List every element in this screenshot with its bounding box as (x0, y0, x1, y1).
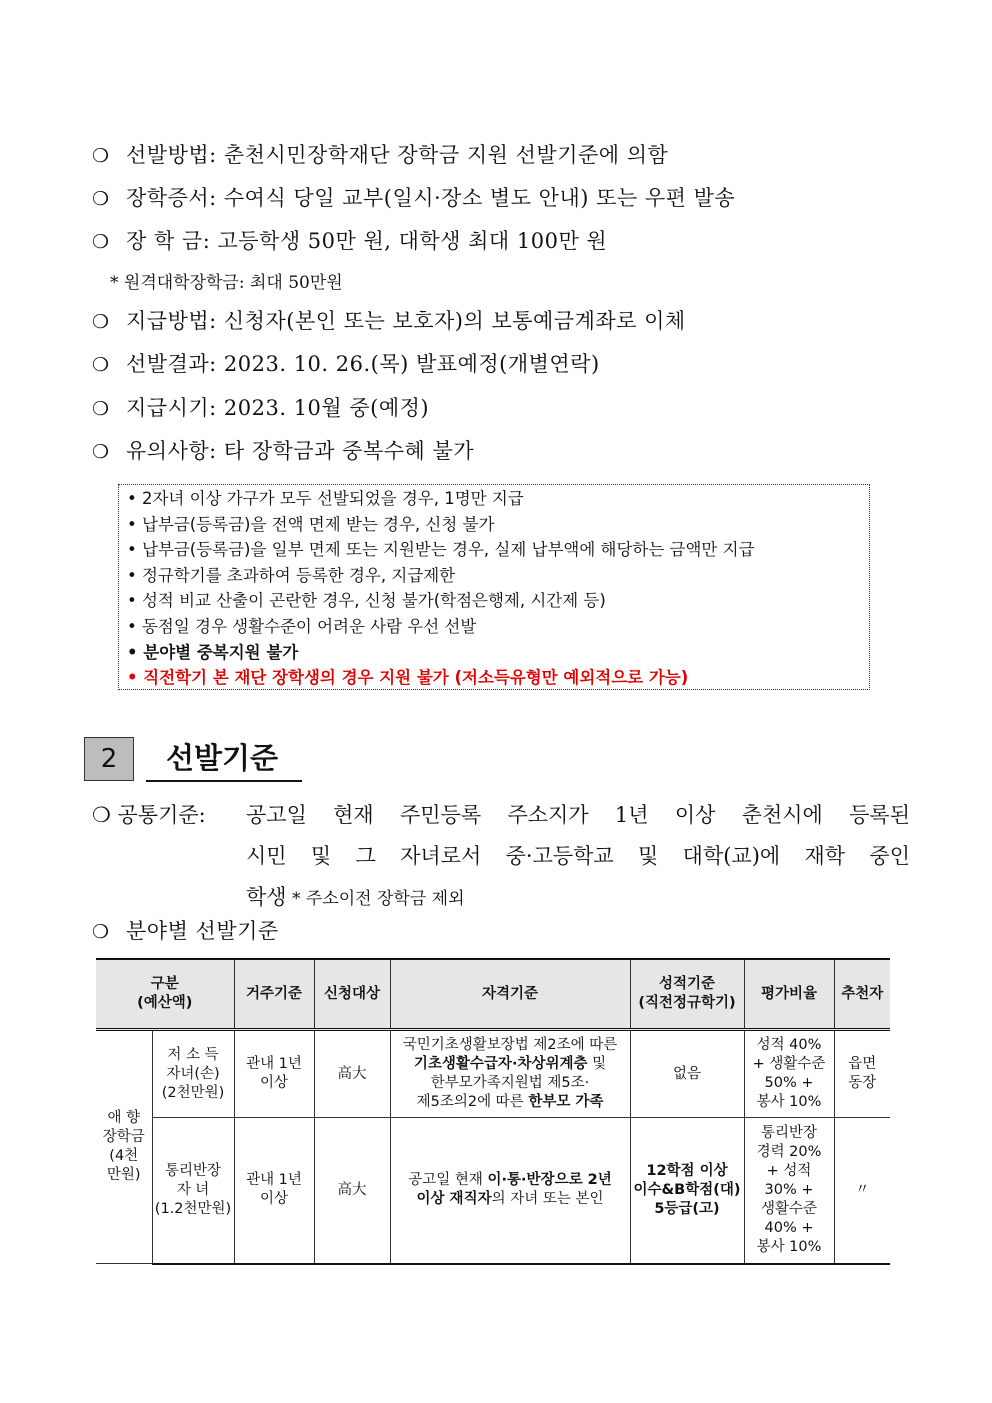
notice-item-bold: • 분야별 중복지원 불가 (127, 642, 299, 662)
group-cell: 애 향 장학금 (4천 만원) (96, 1030, 152, 1264)
header-target: 신청대상 (314, 959, 390, 1030)
section-number: 2 (84, 737, 134, 781)
result-line: ❍ 선발결과: 2023. 10. 26.(목) 발표예정(개별연락) (92, 352, 600, 376)
circle-bullet-icon: ❍ (92, 398, 110, 420)
circle-bullet-icon: ❍ (92, 231, 110, 253)
grade-cell: 없음 (630, 1030, 744, 1118)
certificate-line: ❍ 장학증서: 수여식 당일 교부(일시·장소 별도 안내) 또는 우편 발송 (92, 186, 736, 210)
table-row (96, 1118, 890, 1264)
recommender-cell: 읍면 동장 (834, 1030, 890, 1118)
header-grade: 성적기준 (직전정규학기) (630, 959, 744, 1030)
criteria-table (96, 958, 890, 1265)
notice-item: • 성적 비교 산출이 곤란한 경우, 신청 불가(학점은행제, 시간제 등) (127, 591, 606, 611)
residence-cell: 관내 1년 이상 (234, 1118, 314, 1264)
field-criteria-line: ❍ 분야별 선발기준 (92, 919, 279, 943)
notice-item-red: • 직전학기 본 재단 장학생의 경우 지원 불가 (저소득유형만 예외적으로 가능) (127, 668, 689, 688)
ratio-cell: 통리반장 경력 20% + 성적 30% + 생활수준 40% + 봉사 10% (744, 1118, 834, 1264)
notice-item: • 정규학기를 초과하여 등록한 경우, 지급제한 (127, 565, 456, 585)
circle-bullet-icon: ❍ (92, 354, 110, 376)
notice-item: • 납부금(등록금)을 일부 면제 또는 지원받는 경우, 실제 납부액에 해당하는 금액만 지급 (127, 540, 755, 560)
circle-bullet-icon: ❍ (92, 311, 110, 333)
qualification-cell: 국민기초생활보장법 제2조에 따른 기초생활수급자·차상위계층 및 한부모가족지원법 제5조· 제5조의2에 따른 한부모 가족 (390, 1030, 630, 1118)
common-criteria-label: ❍ 공통기준: (92, 803, 206, 827)
target-cell: 高大 (314, 1030, 390, 1118)
amount-line: ❍ 장 학 금: 고등학생 50만 원, 대학생 최대 100만 원 (92, 229, 608, 253)
header-ratio: 평가비율 (744, 959, 834, 1030)
circle-bullet-icon: ❍ (92, 921, 110, 943)
header-recommender: 추천자 (834, 959, 890, 1030)
notice-item: • 2자녀 이상 가구가 모두 선발되었을 경우, 1명만 지급 (127, 489, 524, 508)
header-residence: 거주기준 (234, 959, 314, 1030)
notice-item: • 동점일 경우 생활수준이 어려운 사람 우선 선발 (127, 616, 477, 636)
method-line: ❍ 선발방법: 춘천시민장학재단 장학금 지원 선발기준에 의함 (92, 143, 669, 167)
section-title: 선발기준 (146, 736, 302, 782)
circle-bullet-icon: ❍ (92, 145, 110, 167)
circle-bullet-icon: ❍ (92, 441, 110, 463)
notice-box (118, 484, 870, 690)
circle-bullet-icon: ❍ (92, 188, 110, 210)
remote-univ-note: * 원격대학장학금: 최대 50만원 (110, 273, 343, 293)
common-criteria-line: 시민 및 그 자녀로서 중·고등학교 및 대학(교)에 재학 중인 (246, 844, 910, 868)
payment-time-line: ❍ 지급시기: 2023. 10월 중(예정) (92, 396, 430, 420)
target-cell: 高大 (314, 1118, 390, 1264)
qualification-cell: 공고일 현재 이·통·반장으로 2년 이상 재직자의 자녀 또는 본인 (390, 1118, 630, 1264)
category-cell: 저 소 득 자녀(손) (2천만원) (152, 1030, 234, 1118)
grade-cell: 12학점 이상 이수&B학점(대) 5등급(고) (630, 1118, 744, 1264)
ratio-cell: 성적 40% + 생활수준 50% + 봉사 10% (744, 1030, 834, 1118)
notice-item: • 납부금(등록금)을 전액 면제 받는 경우, 신청 불가 (127, 514, 495, 534)
header-qualification: 자격기준 (390, 959, 630, 1030)
common-criteria-line: 학생 * 주소이전 장학금 제외 (246, 885, 465, 909)
common-criteria-line: 공고일 현재 주민등록 주소지가 1년 이상 춘천시에 등록된 (246, 803, 910, 827)
residence-cell: 관내 1년 이상 (234, 1030, 314, 1118)
table-row (96, 1030, 890, 1118)
header-category: 구분 (예산액) (96, 959, 234, 1030)
payment-line: ❍ 지급방법: 신청자(본인 또는 보호자)의 보통예금계좌로 이체 (92, 309, 686, 333)
caution-line: ❍ 유의사항: 타 장학금과 중복수혜 불가 (92, 439, 475, 463)
recommender-cell: 〃 (834, 1118, 890, 1264)
category-cell: 통리반장 자 녀 (1.2천만원) (152, 1118, 234, 1264)
